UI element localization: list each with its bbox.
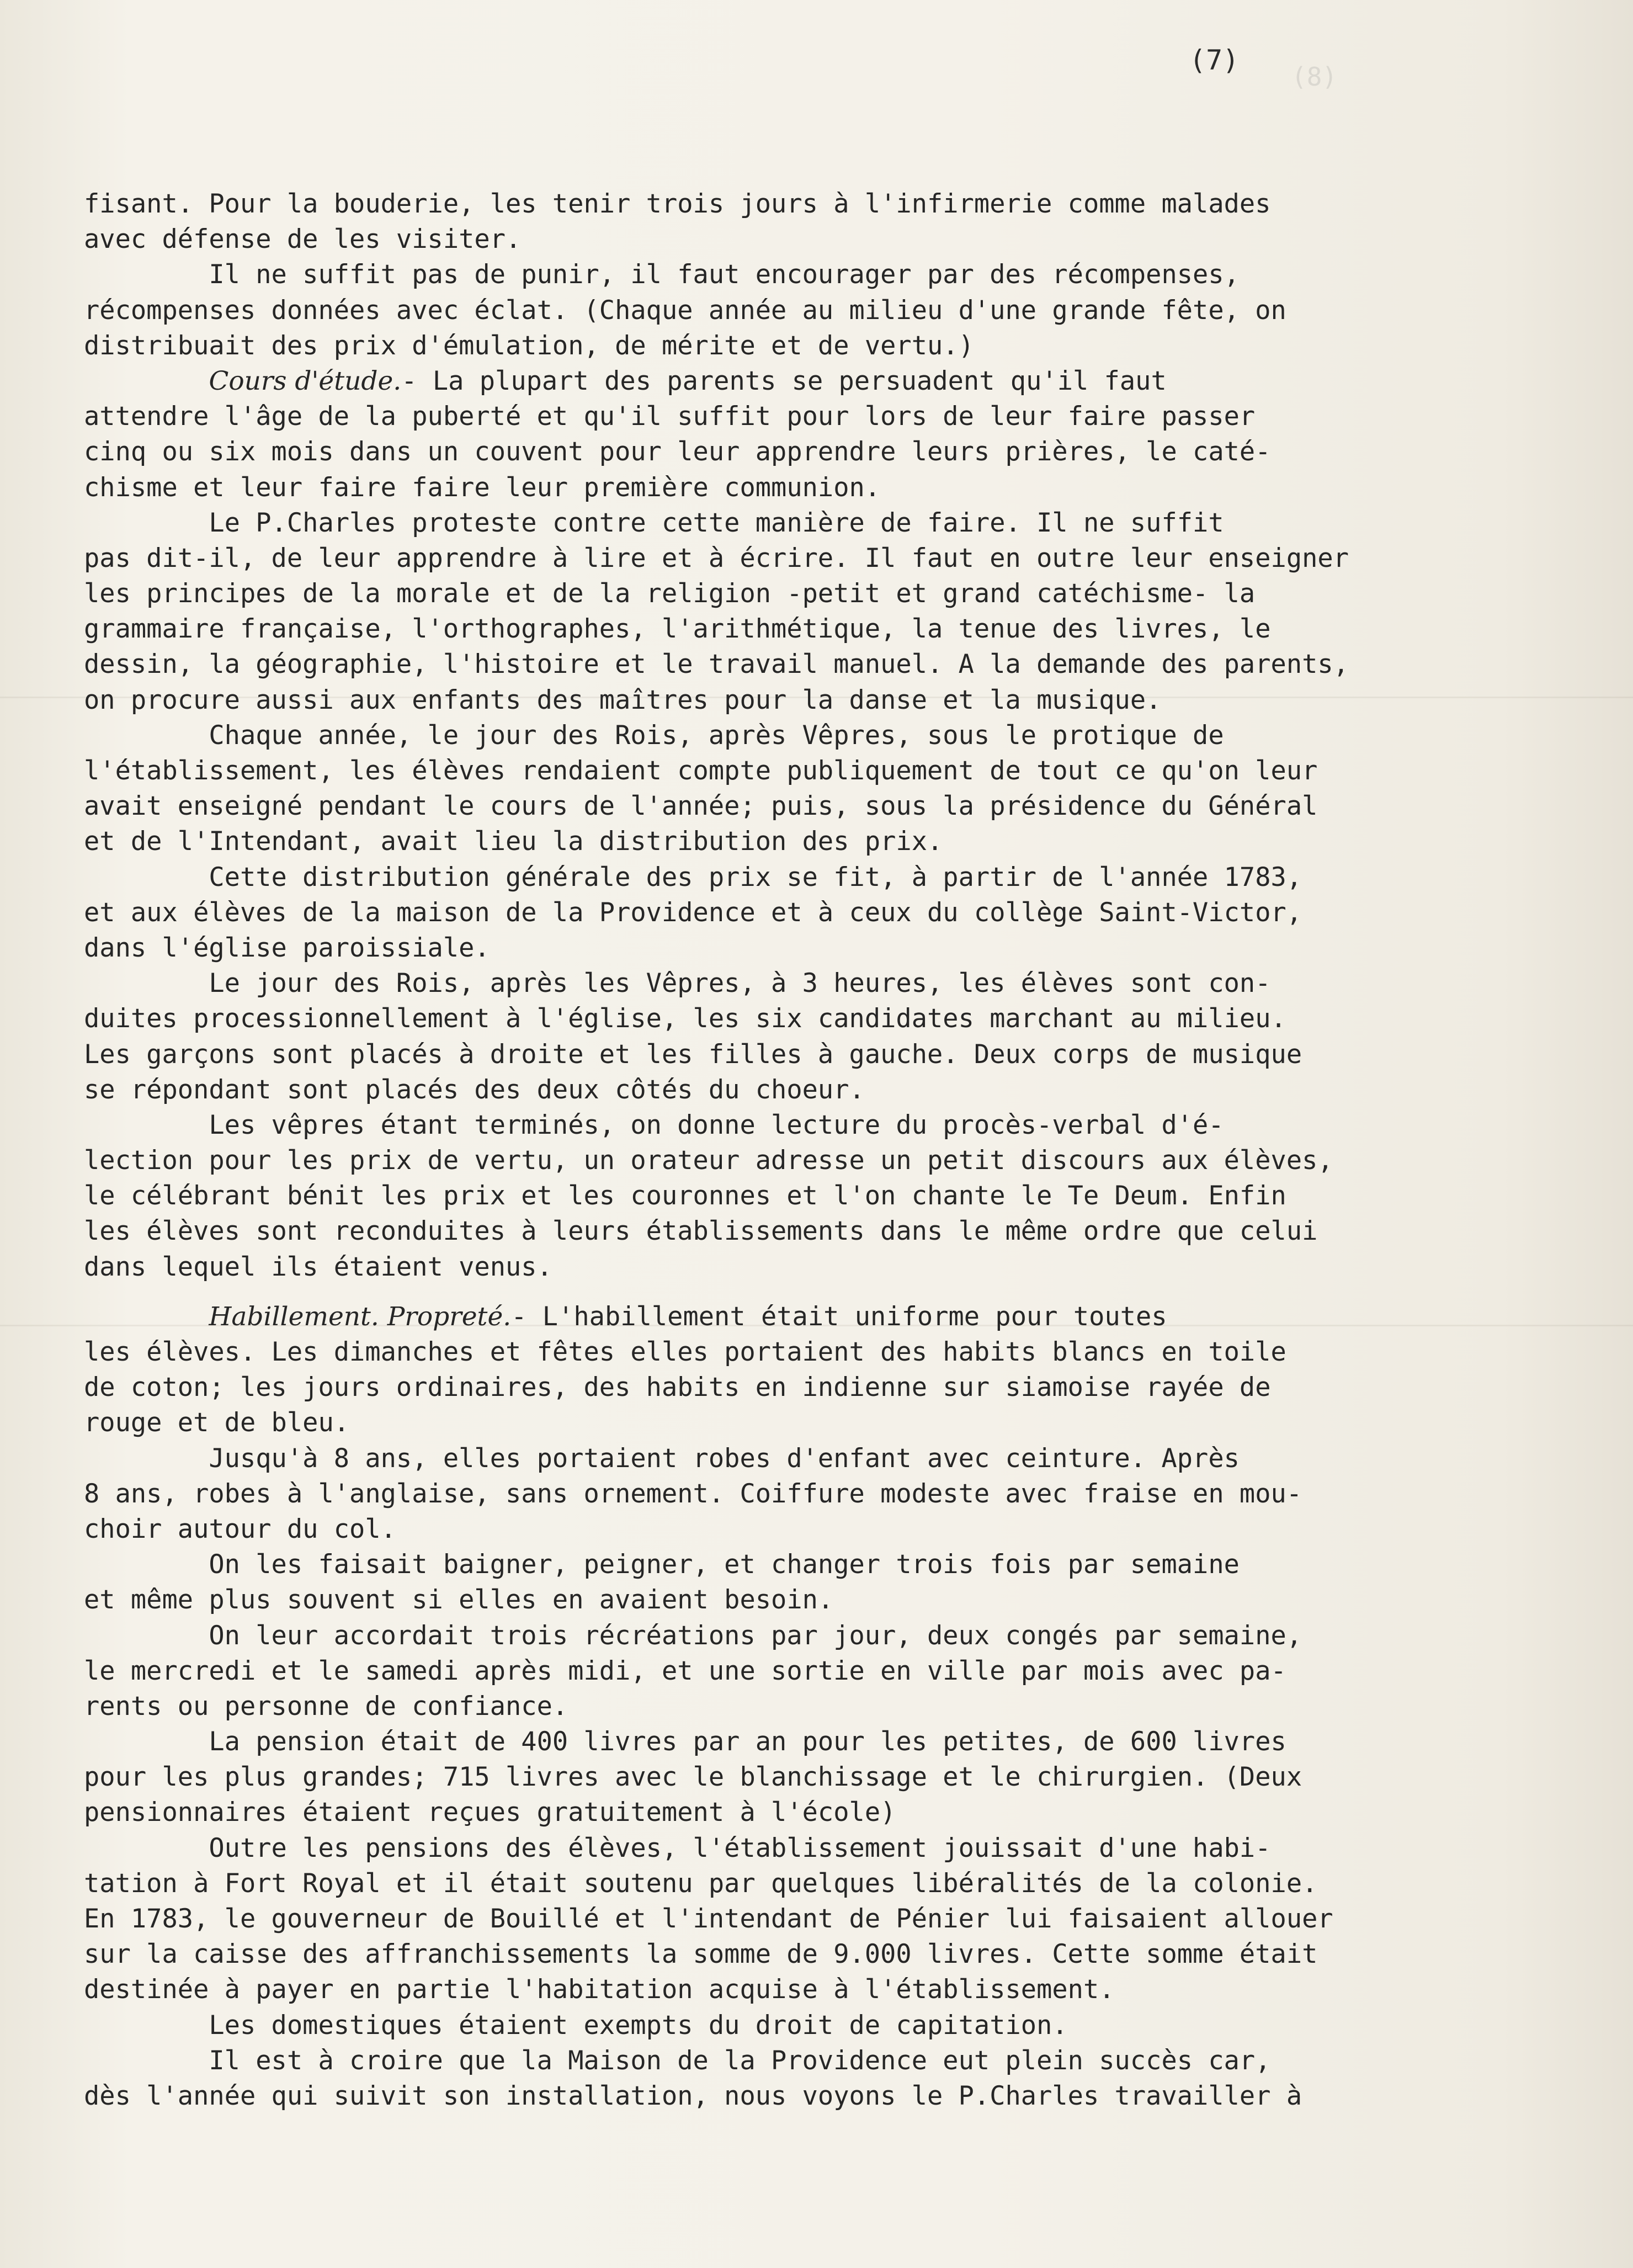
text-run: - L'habillement était uniforme pour toutes — [511, 1301, 1167, 1332]
text-run: cinq ou six mois dans un couvent pour leur apprendre leurs prières, le caté- — [84, 437, 1271, 468]
text-run: distribuait des prix d'émulation, de mérite et de vertu.) — [84, 330, 974, 361]
text-run: pour les plus grandes; 715 livres avec le blanchissage et le chirurgien. (Deux — [84, 1762, 1302, 1793]
text-line — [84, 1250, 1574, 1285]
text-run: avait enseigné pendant le cours de l'année; puis, sous la présidence du Général — [84, 791, 1318, 822]
text-line — [84, 824, 1574, 859]
ghost-page-number: (8) — [1291, 62, 1338, 92]
text-line — [84, 1001, 1574, 1037]
text-run: le mercredi et le samedi après midi, et une sortie en ville par mois avec pa- — [84, 1655, 1286, 1686]
section-heading: Habillement. Propreté. — [209, 1301, 512, 1332]
text-run: les élèves. Les dimanches et fêtes elles portaient des habits blancs en toile — [84, 1337, 1286, 1367]
text-line — [84, 293, 1574, 328]
text-run: fisant. Pour la bouderie, les tenir trois jours à l'infirmerie comme malades — [84, 189, 1271, 219]
text-line — [84, 1901, 1574, 1937]
text-run: attendre l'âge de la puberté et qu'il suffit pour lors de leur faire passer — [84, 401, 1256, 432]
text-line — [84, 328, 1574, 364]
text-run: dès l'année qui suivit son installation, nous voyons le P.Charles travailler à — [84, 2080, 1302, 2111]
section-heading: Cours d'étude. — [209, 365, 402, 396]
text-run: les élèves sont reconduites à leurs établissements dans le même ordre que celui — [84, 1216, 1318, 1247]
text-line — [84, 1512, 1574, 1547]
text-line — [84, 1178, 1574, 1214]
text-line — [84, 541, 1574, 576]
text-line — [84, 1760, 1574, 1795]
text-line — [84, 753, 1574, 789]
text-run: les principes de la morale et de la religion -petit et grand catéchisme- la — [84, 578, 1256, 609]
text-run: tation à Fort Royal et il était soutenu par quelques libéralités de la colonie. — [84, 1868, 1318, 1899]
text-line — [84, 576, 1574, 612]
text-run: duites processionnellement à l'église, les six candidates marchant au milieu. — [84, 1003, 1286, 1034]
text-line — [84, 222, 1574, 257]
text-line — [84, 1724, 1574, 1760]
text-line — [84, 1972, 1574, 2007]
text-run: - La plupart des parents se persuadent qu'il faut — [401, 365, 1167, 396]
text-run: lection pour les prix de vertu, un orateur adresse un petit discours aux élèves, — [84, 1145, 1333, 1176]
text-run: Les domestiques étaient exempts du droit de capitation. — [84, 2010, 1068, 2041]
text-run: dessin, la géographie, l'histoire et le travail manuel. A la demande des parents, — [84, 649, 1349, 680]
text-line — [84, 1689, 1574, 1724]
text-run: rents ou personne de confiance. — [84, 1691, 568, 1722]
text-line — [84, 860, 1574, 895]
text-line — [84, 612, 1574, 647]
text-run: destinée à payer en partie l'habitation acquise à l'établissement. — [84, 1974, 1115, 2005]
text-line — [84, 1476, 1574, 1512]
text-line — [84, 257, 1574, 293]
text-line — [84, 966, 1574, 1001]
text-line — [84, 789, 1574, 824]
text-run: Cette distribution générale des prix se fit, à partir de l'année 1783, — [84, 862, 1302, 893]
text-run: Le jour des Rois, après les Vêpres, à 3 heures, les élèves sont con- — [84, 968, 1271, 999]
text-run: on procure aussi aux enfants des maîtres pour la danse et la musique. — [84, 684, 1162, 715]
text-line — [84, 1441, 1574, 1476]
text-line — [84, 1618, 1574, 1654]
text-run: et aux élèves de la maison de la Providence et à ceux du collège Saint-Victor, — [84, 897, 1302, 928]
text-line — [84, 187, 1574, 222]
text-run: On les faisait baigner, peigner, et changer trois fois par semaine — [84, 1549, 1240, 1580]
text-line — [84, 1037, 1574, 1072]
text-run: grammaire française, l'orthographes, l'arithmétique, la tenue des livres, le — [84, 614, 1271, 645]
text-line — [84, 1299, 1574, 1335]
text-line — [84, 718, 1574, 753]
text-run: rouge et de bleu. — [84, 1407, 350, 1438]
text-line — [84, 1547, 1574, 1582]
text-line — [84, 1335, 1574, 1370]
text-run: Le P.Charles proteste contre cette manière de faire. Il ne suffit — [84, 507, 1224, 538]
text-run: En 1783, le gouverneur de Bouillé et l'intendant de Pénier lui faisaient allouer — [84, 1904, 1333, 1934]
text-run: avec défense de les visiter. — [84, 224, 522, 255]
text-run: le célébrant bénit les prix et les couronnes et l'on chante le Te Deum. Enfin — [84, 1181, 1286, 1212]
text-line — [84, 1405, 1574, 1441]
text-line — [84, 1654, 1574, 1689]
text-run: Outre les pensions des élèves, l'établissement jouissait d'une habi- — [84, 1833, 1271, 1863]
text-run: 8 ans, robes à l'anglaise, sans ornement. Coiffure modeste avec fraise en mou- — [84, 1478, 1302, 1509]
text-run: Chaque année, le jour des Rois, après Vêpres, sous le protique de — [84, 720, 1224, 751]
text-line — [84, 1831, 1574, 1866]
text-run: Il ne suffit pas de punir, il faut encourager par des récompenses, — [84, 259, 1240, 290]
text-line — [84, 1795, 1574, 1830]
text-run: choir autour du col. — [84, 1513, 396, 1544]
text-line — [84, 647, 1574, 682]
text-line — [84, 1214, 1574, 1249]
text-run: Jusqu'à 8 ans, elles portaient robes d'enfant avec ceinture. Après — [84, 1443, 1240, 1474]
text-run: dans l'église paroissiale. — [84, 932, 490, 963]
text-line — [84, 1937, 1574, 1972]
text-line — [84, 2008, 1574, 2043]
text-line — [84, 1866, 1574, 1901]
text-line — [84, 1072, 1574, 1108]
text-line — [84, 2079, 1574, 2114]
text-line — [84, 1108, 1574, 1143]
text-line — [84, 895, 1574, 931]
text-run: sur la caisse des affranchissements la somme de 9.000 livres. Cette somme était — [84, 1939, 1318, 1970]
body-text — [84, 187, 1574, 2114]
text-run: La pension était de 400 livres par an pour les petites, de 600 livres — [84, 1727, 1286, 1757]
text-run — [84, 366, 209, 396]
text-run — [84, 1302, 209, 1332]
text-run: Il est à croire que la Maison de la Providence eut plein succès car, — [84, 2045, 1271, 2076]
text-run: dans lequel ils étaient venus. — [84, 1251, 552, 1282]
text-line — [84, 931, 1574, 966]
page-number: (7) — [1189, 44, 1240, 76]
text-run: l'établissement, les élèves rendaient compte publiquement de tout ce qu'on leur — [84, 756, 1318, 786]
text-run: récompenses données avec éclat. (Chaque année au milieu d'une grande fête, on — [84, 295, 1286, 326]
text-line — [84, 1370, 1574, 1405]
text-run: et même plus souvent si elles en avaient besoin. — [84, 1585, 834, 1616]
paragraph-gap — [84, 1285, 1574, 1299]
text-run: se répondant sont placés des deux côtés du choeur. — [84, 1074, 865, 1105]
text-line — [84, 506, 1574, 541]
text-run: On leur accordait trois récréations par jour, deux congés par semaine, — [84, 1620, 1302, 1651]
text-line — [84, 2043, 1574, 2079]
text-run: Les vêpres étant terminés, on donne lecture du procès-verbal d'é- — [84, 1109, 1224, 1140]
text-line — [84, 1143, 1574, 1178]
text-run: et de l'Intendant, avait lieu la distribution des prix. — [84, 826, 943, 857]
text-line — [84, 434, 1574, 470]
text-run: pas dit-il, de leur apprendre à lire et à écrire. Il faut en outre leur enseigner — [84, 543, 1349, 573]
text-run: chisme et leur faire faire leur première communion. — [84, 472, 881, 503]
text-line — [84, 364, 1574, 399]
text-line — [84, 399, 1574, 434]
text-line — [84, 1582, 1574, 1618]
text-run: pensionnaires étaient reçues gratuitement à l'école) — [84, 1797, 896, 1828]
text-run: Les garçons sont placés à droite et les filles à gauche. Deux corps de musique — [84, 1039, 1302, 1070]
text-run: de coton; les jours ordinaires, des habits en indienne sur siamoise rayée de — [84, 1372, 1271, 1403]
text-line — [84, 683, 1574, 718]
text-line — [84, 470, 1574, 506]
